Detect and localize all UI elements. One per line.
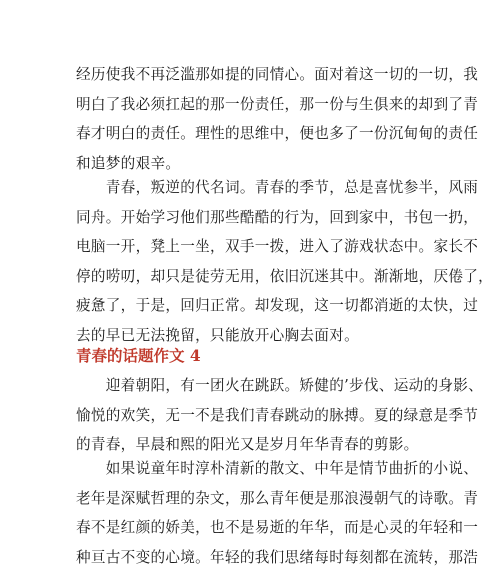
paragraph-2 bbox=[76, 173, 494, 351]
text-line: 种亘古不变的心境。年轻的我们思绪每时每刻都在流转，那浩 bbox=[76, 548, 479, 566]
text-line: 疲惫了，于是，回归正常。却发现，这一切都消逝的太快，过 bbox=[76, 297, 479, 315]
text-line: 春才明白的责任。理性的思维中，便也多了一份沉甸甸的责任 bbox=[76, 125, 479, 143]
text-line: 停的唠叨，却只是徒劳无用，依旧沉迷其中。渐渐地，厌倦了， bbox=[76, 267, 494, 285]
text-line: 如果说童年时淳朴清新的散文、中年是情节曲折的小说、 bbox=[76, 460, 479, 477]
paragraph-4 bbox=[76, 454, 479, 572]
text-line: 去的早已无法挽留，只能放开心胸去面对。 bbox=[76, 326, 359, 344]
text-line: 愉悦的欢笑，无一不是我们青春跳动的脉搏。夏的绿意是季节 bbox=[76, 406, 479, 424]
text-line: 老年是深赋哲理的杂文，那么青年便是那浪漫朝气的诗歌。青 bbox=[76, 489, 479, 507]
text-line: 电脑一开，凳上一坐，双手一拨，进入了游戏状态中。家长不 bbox=[76, 238, 479, 256]
text-line: 迎着朝阳，有一团火在跳跃。矫健的’步伐、运动的身影、 bbox=[76, 377, 484, 394]
text-line: 和追梦的艰辛。 bbox=[76, 154, 181, 172]
text-line: 明白了我必须扛起的那一份责任，那一份与生俱来的却到了青 bbox=[76, 95, 479, 113]
text-line: 春不是红颜的娇美，也不是易逝的年华，而是心灵的年轻和一 bbox=[76, 519, 479, 537]
paragraph-3 bbox=[76, 371, 484, 460]
text-line: 的青春，早晨和熙的阳光又是岁月年华青春的剪影。 bbox=[76, 436, 419, 454]
text-line: 经历使我不再泛滥那如提的同情心。面对着这一切的一切，我 bbox=[76, 66, 479, 83]
paragraph-1 bbox=[76, 60, 479, 178]
text-line: 青春，叛逆的代名词。青春的季节，总是喜忧参半，风雨 bbox=[76, 179, 479, 196]
section-heading: 青春的话题作文 4 bbox=[76, 346, 201, 365]
text-line: 同舟。开始学习他们那些酷酷的行为，回到家中，书包一扔， bbox=[76, 208, 479, 226]
